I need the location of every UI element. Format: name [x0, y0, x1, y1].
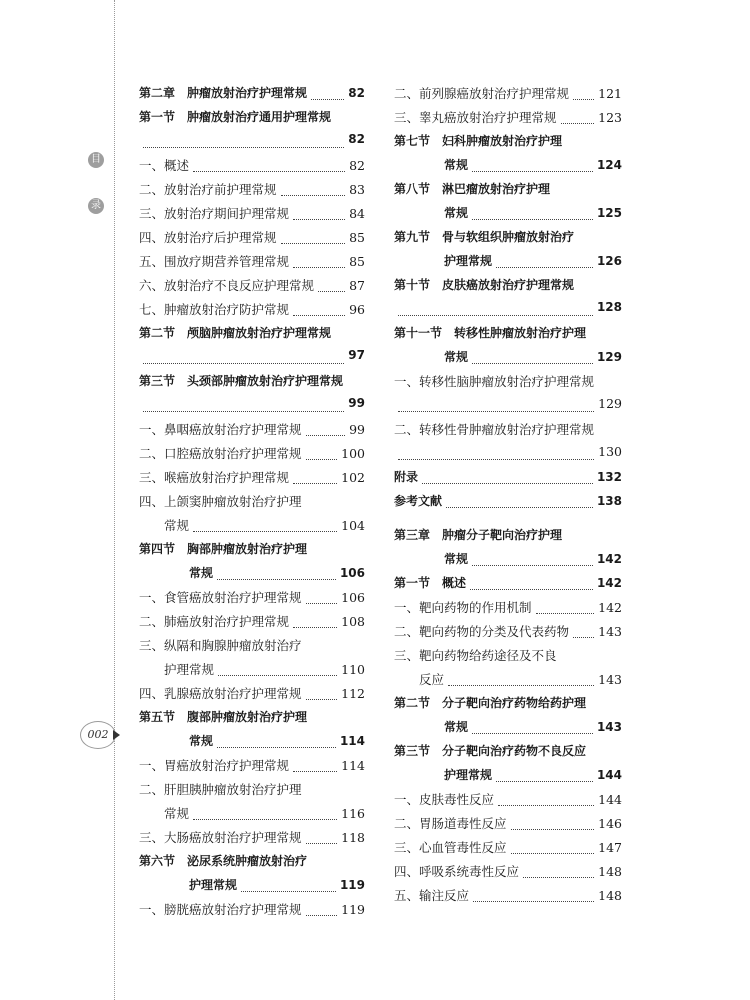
toc-entry — [139, 180, 365, 204]
toc-entry-title: 常规 — [444, 552, 469, 566]
toc-entry-title: 一、膀胱癌放射治疗护理常规 — [139, 902, 302, 917]
toc-entry-page: 114 — [339, 734, 365, 748]
toc-entry-page: 85 — [349, 230, 365, 245]
toc-entry — [139, 108, 365, 132]
toc-dot-leader — [217, 578, 336, 580]
toc-entry-page: 85 — [349, 254, 365, 269]
toc-entry — [394, 276, 622, 300]
toc-dot-leader — [472, 218, 593, 220]
toc-entry-title: 二、胃肠道毒性反应 — [394, 816, 507, 831]
toc-entry-title: 第五节 腹部肿瘤放射治疗护理 — [139, 710, 308, 724]
toc-entry — [394, 300, 622, 324]
toc-entry — [394, 646, 622, 670]
toc-entry-page: 129 — [598, 396, 622, 411]
toc-entry-page: 148 — [598, 888, 622, 903]
toc-entry-page: 147 — [598, 840, 622, 855]
toc-entry — [139, 780, 365, 804]
toc-entry-page: 87 — [349, 278, 365, 293]
toc-entry-title: 第二章 肿瘤放射治疗护理常规 — [139, 86, 308, 100]
toc-entry-title: 二、肺癌放射治疗护理常规 — [139, 614, 290, 629]
toc-entry-page: 125 — [596, 206, 622, 220]
toc-entry — [394, 886, 622, 910]
toc-entry — [139, 348, 365, 372]
toc-entry-page: 110 — [341, 662, 365, 677]
toc-entry-title: 常规 — [444, 350, 469, 364]
toc-entry — [139, 684, 365, 708]
toc-entry — [139, 564, 365, 588]
toc-dot-leader — [473, 900, 594, 902]
toc-dot-leader — [472, 564, 593, 566]
toc-dot-leader — [143, 146, 344, 148]
toc-entry-page: 114 — [341, 758, 365, 773]
toc-dot-leader — [293, 626, 337, 628]
toc-entry-page: 123 — [598, 110, 622, 125]
toc-entry-page: 119 — [339, 878, 365, 892]
toc-dot-leader — [561, 122, 595, 124]
toc-dot-leader — [511, 828, 595, 830]
toc-entry-page: 142 — [596, 552, 622, 566]
toc-entry — [139, 204, 365, 228]
side-tab-lu: 录 — [88, 198, 104, 214]
toc-entry-title: 三、喉癌放射治疗护理常规 — [139, 470, 290, 485]
toc-entry-title: 常规 — [189, 566, 214, 580]
toc-dot-leader — [472, 732, 593, 734]
toc-entry — [394, 622, 622, 646]
toc-entry — [139, 372, 365, 396]
toc-entry-title: 一、胃癌放射治疗护理常规 — [139, 758, 290, 773]
toc-dot-leader — [496, 266, 593, 268]
toc-dot-leader — [398, 314, 593, 316]
toc-entry-page: 83 — [349, 182, 365, 197]
toc-dot-leader — [281, 242, 346, 244]
toc-entry — [394, 84, 622, 108]
toc-dot-leader — [143, 410, 344, 412]
toc-dot-leader — [306, 698, 338, 700]
toc-entry-title: 第九节 骨与软组织肿瘤放射治疗 — [394, 230, 575, 244]
toc-entry-title: 反应 — [419, 672, 445, 687]
toc-entry-title: 二、放射治疗前护理常规 — [139, 182, 277, 197]
toc-entry — [394, 444, 622, 468]
toc-entry-title: 护理常规 — [444, 768, 493, 782]
toc-entry-page: 112 — [341, 686, 365, 701]
toc-entry-title: 三、纵隔和胸腺肿瘤放射治疗 — [139, 638, 302, 653]
toc-dot-leader — [573, 98, 594, 100]
toc-entry — [139, 420, 365, 444]
side-tab-mu: 目 — [88, 152, 104, 168]
toc-entry-page: 142 — [596, 576, 622, 590]
toc-dot-leader — [306, 434, 346, 436]
toc-entry-title: 护理常规 — [444, 254, 493, 268]
toc-entry-page: 126 — [596, 254, 622, 268]
toc-entry-page: 130 — [598, 444, 622, 459]
toc-dot-leader — [523, 876, 594, 878]
toc-entry-page: 119 — [341, 902, 365, 917]
toc-entry-page: 106 — [339, 566, 365, 580]
toc-entry-page: 138 — [596, 494, 622, 508]
toc-entry — [394, 550, 622, 574]
toc-entry — [139, 228, 365, 252]
toc-entry-page: 82 — [348, 132, 365, 146]
toc-entry-page: 143 — [598, 624, 622, 639]
toc-dot-leader — [398, 458, 594, 460]
toc-entry — [139, 660, 365, 684]
toc-entry-title: 三、放射治疗期间护理常规 — [139, 206, 290, 221]
toc-entry — [394, 252, 622, 276]
toc-left-column — [139, 84, 365, 924]
toc-entry — [394, 468, 622, 492]
toc-dot-leader — [218, 674, 337, 676]
toc-entry-page: 96 — [349, 302, 365, 317]
toc-right-column — [394, 84, 622, 910]
toc-entry-page: 100 — [341, 446, 365, 461]
toc-dot-leader — [573, 636, 594, 638]
toc-entry — [394, 838, 622, 862]
toc-dot-leader — [143, 362, 344, 364]
toc-dot-leader — [470, 588, 593, 590]
toc-dot-leader — [398, 410, 594, 412]
toc-dot-leader — [472, 170, 593, 172]
toc-entry — [139, 828, 365, 852]
toc-entry-title: 四、上颌窦肿瘤放射治疗护理 — [139, 494, 302, 509]
toc-entry-title: 护理常规 — [189, 878, 238, 892]
toc-dot-leader — [293, 770, 337, 772]
toc-entry — [394, 108, 622, 132]
toc-entry — [139, 396, 365, 420]
toc-entry-title: 一、鼻咽癌放射治疗护理常规 — [139, 422, 302, 437]
toc-entry — [394, 598, 622, 622]
toc-entry-page: 124 — [596, 158, 622, 172]
toc-entry-page: 99 — [348, 396, 365, 410]
toc-entry-title: 常规 — [444, 206, 469, 220]
toc-entry-page: 118 — [341, 830, 365, 845]
toc-entry — [394, 348, 622, 372]
toc-entry — [394, 156, 622, 180]
toc-entry-page: 148 — [598, 864, 622, 879]
toc-entry-title: 第三节 分子靶向治疗药物不良反应 — [394, 744, 587, 758]
toc-dot-leader — [536, 612, 595, 614]
toc-entry-title: 二、转移性骨肿瘤放射治疗护理常规 — [394, 422, 595, 437]
toc-entry-title: 第三节 头颈部肿瘤放射治疗护理常规 — [139, 374, 344, 388]
toc-entry — [139, 756, 365, 780]
toc-entry — [139, 444, 365, 468]
toc-dot-leader — [496, 780, 593, 782]
toc-dot-leader — [306, 842, 338, 844]
toc-entry-page: 104 — [341, 518, 365, 533]
toc-entry-page: 106 — [341, 590, 365, 605]
toc-entry-title: 常规 — [164, 518, 190, 533]
toc-dot-leader — [511, 852, 595, 854]
toc-entry — [139, 708, 365, 732]
toc-entry-page: 82 — [348, 86, 365, 100]
toc-dot-leader — [217, 746, 336, 748]
toc-dot-leader — [422, 482, 593, 484]
toc-entry — [394, 396, 622, 420]
toc-entry — [394, 228, 622, 252]
toc-entry — [139, 492, 365, 516]
toc-entry-page: 128 — [596, 300, 622, 314]
toc-entry-page: 82 — [349, 158, 365, 173]
toc-entry-title: 第一节 概述 — [394, 576, 467, 590]
toc-entry-page: 129 — [596, 350, 622, 364]
toc-entry-page: 142 — [598, 600, 622, 615]
toc-entry-title: 二、靶向药物的分类及代表药物 — [394, 624, 570, 639]
toc-entry — [394, 862, 622, 886]
toc-entry-title: 六、放射治疗不良反应护理常规 — [139, 278, 315, 293]
toc-entry-title: 第十一节 转移性肿瘤放射治疗护理 — [394, 326, 587, 340]
toc-dot-leader — [306, 458, 338, 460]
toc-entry — [139, 324, 365, 348]
toc-dot-leader — [306, 914, 338, 916]
toc-entry — [394, 526, 622, 550]
toc-entry — [139, 276, 365, 300]
toc-entry-title: 第二节 分子靶向治疗药物给药护理 — [394, 696, 587, 710]
toc-entry-title: 五、输注反应 — [394, 888, 470, 903]
toc-dot-leader — [241, 890, 336, 892]
toc-entry-page: 144 — [596, 768, 622, 782]
toc-entry — [139, 132, 365, 156]
toc-entry — [394, 766, 622, 790]
toc-entry-title: 三、睾丸癌放射治疗护理常规 — [394, 110, 557, 125]
toc-entry-title: 常规 — [444, 158, 469, 172]
toc-entry — [394, 420, 622, 444]
toc-dot-leader — [446, 506, 593, 508]
toc-entry — [394, 492, 622, 516]
toc-entry-title: 三、大肠癌放射治疗护理常规 — [139, 830, 302, 845]
toc-entry-title: 第六节 泌尿系统肿瘤放射治疗 — [139, 854, 308, 868]
toc-entry-title: 常规 — [444, 720, 469, 734]
toc-entry — [394, 372, 622, 396]
toc-entry — [394, 324, 622, 348]
toc-entry — [139, 156, 365, 180]
toc-entry-title: 三、靶向药物给药途径及不良 — [394, 648, 557, 663]
toc-entry — [139, 84, 365, 108]
toc-entry — [139, 252, 365, 276]
toc-dot-leader — [193, 818, 337, 820]
toc-entry — [394, 670, 622, 694]
toc-entry-page: 132 — [596, 470, 622, 484]
toc-entry — [139, 516, 365, 540]
toc-entry-title: 一、食管癌放射治疗护理常规 — [139, 590, 302, 605]
toc-entry — [139, 636, 365, 660]
toc-entry — [394, 790, 622, 814]
toc-entry — [394, 694, 622, 718]
toc-entry — [139, 540, 365, 564]
toc-dot-leader — [293, 314, 345, 316]
toc-entry-title: 一、靶向药物的作用机制 — [394, 600, 532, 615]
toc-dot-leader — [281, 194, 346, 196]
toc-entry-title: 一、皮肤毒性反应 — [394, 792, 495, 807]
toc-entry-title: 附录 — [394, 470, 419, 484]
toc-entry-title: 三、心血管毒性反应 — [394, 840, 507, 855]
toc-entry-title: 二、肝胆胰肿瘤放射治疗护理 — [139, 782, 302, 797]
toc-entry-page: 102 — [341, 470, 365, 485]
toc-entry-page: 144 — [598, 792, 622, 807]
toc-entry-page: 116 — [341, 806, 365, 821]
toc-entry — [139, 468, 365, 492]
toc-dot-leader — [293, 266, 345, 268]
toc-entry-title: 第十节 皮肤癌放射治疗护理常规 — [394, 278, 575, 292]
toc-entry-title: 七、肿瘤放射治疗防护常规 — [139, 302, 290, 317]
toc-dot-leader — [293, 218, 345, 220]
toc-entry-title: 第四节 胸部肿瘤放射治疗护理 — [139, 542, 308, 556]
toc-dot-leader — [193, 530, 337, 532]
toc-entry — [139, 300, 365, 324]
margin-dotted-rule — [114, 0, 115, 1000]
toc-entry — [394, 132, 622, 156]
toc-entry-page: 99 — [349, 422, 365, 437]
toc-entry — [139, 588, 365, 612]
toc-dot-leader — [318, 290, 345, 292]
toc-entry — [139, 804, 365, 828]
toc-entry — [139, 612, 365, 636]
toc-entry-title: 四、乳腺癌放射治疗护理常规 — [139, 686, 302, 701]
toc-entry-page: 143 — [598, 672, 622, 687]
toc-dot-leader — [448, 684, 594, 686]
toc-entry-title: 第七节 妇科肿瘤放射治疗护理 — [394, 134, 563, 148]
toc-dot-leader — [472, 362, 593, 364]
toc-entry-title: 常规 — [189, 734, 214, 748]
toc-entry-title: 二、前列腺癌放射治疗护理常规 — [394, 86, 570, 101]
page-marker-arrow-icon — [113, 730, 120, 740]
toc-entry — [394, 180, 622, 204]
toc-entry — [394, 718, 622, 742]
toc-dot-leader — [293, 482, 337, 484]
toc-entry-title: 一、转移性脑肿瘤放射治疗护理常规 — [394, 374, 595, 389]
toc-entry-title: 第二节 颅脑肿瘤放射治疗护理常规 — [139, 326, 332, 340]
toc-entry-title: 五、围放疗期营养管理常规 — [139, 254, 290, 269]
toc-entry-page: 97 — [348, 348, 365, 362]
toc-entry-title: 二、口腔癌放射治疗护理常规 — [139, 446, 302, 461]
toc-entry — [139, 732, 365, 756]
toc-entry-page: 121 — [598, 86, 622, 101]
page-number-badge: 002 — [80, 721, 116, 749]
toc-entry-title: 护理常规 — [164, 662, 215, 677]
toc-entry-title: 第八节 淋巴瘤放射治疗护理 — [394, 182, 551, 196]
toc-entry — [394, 742, 622, 766]
toc-entry — [139, 900, 365, 924]
toc-entry-page: 84 — [349, 206, 365, 221]
toc-entry-page: 108 — [341, 614, 365, 629]
toc-entry-page: 146 — [598, 816, 622, 831]
toc-dot-leader — [306, 602, 338, 604]
toc-entry-page: 143 — [596, 720, 622, 734]
toc-entry — [139, 876, 365, 900]
toc-entry-title: 参考文献 — [394, 494, 443, 508]
toc-dot-leader — [311, 98, 344, 100]
toc-entry-title: 一、概述 — [139, 158, 190, 173]
toc-entry-title: 常规 — [164, 806, 190, 821]
toc-entry — [139, 852, 365, 876]
toc-entry — [394, 814, 622, 838]
toc-dot-leader — [498, 804, 594, 806]
toc-entry-title: 四、呼吸系统毒性反应 — [394, 864, 520, 879]
toc-entry — [394, 574, 622, 598]
toc-entry — [394, 204, 622, 228]
toc-entry-title: 第三章 肿瘤分子靶向治疗护理 — [394, 528, 563, 542]
toc-dot-leader — [193, 170, 345, 172]
toc-entry-title: 第一节 肿瘤放射治疗通用护理常规 — [139, 110, 332, 124]
toc-entry-title: 四、放射治疗后护理常规 — [139, 230, 277, 245]
